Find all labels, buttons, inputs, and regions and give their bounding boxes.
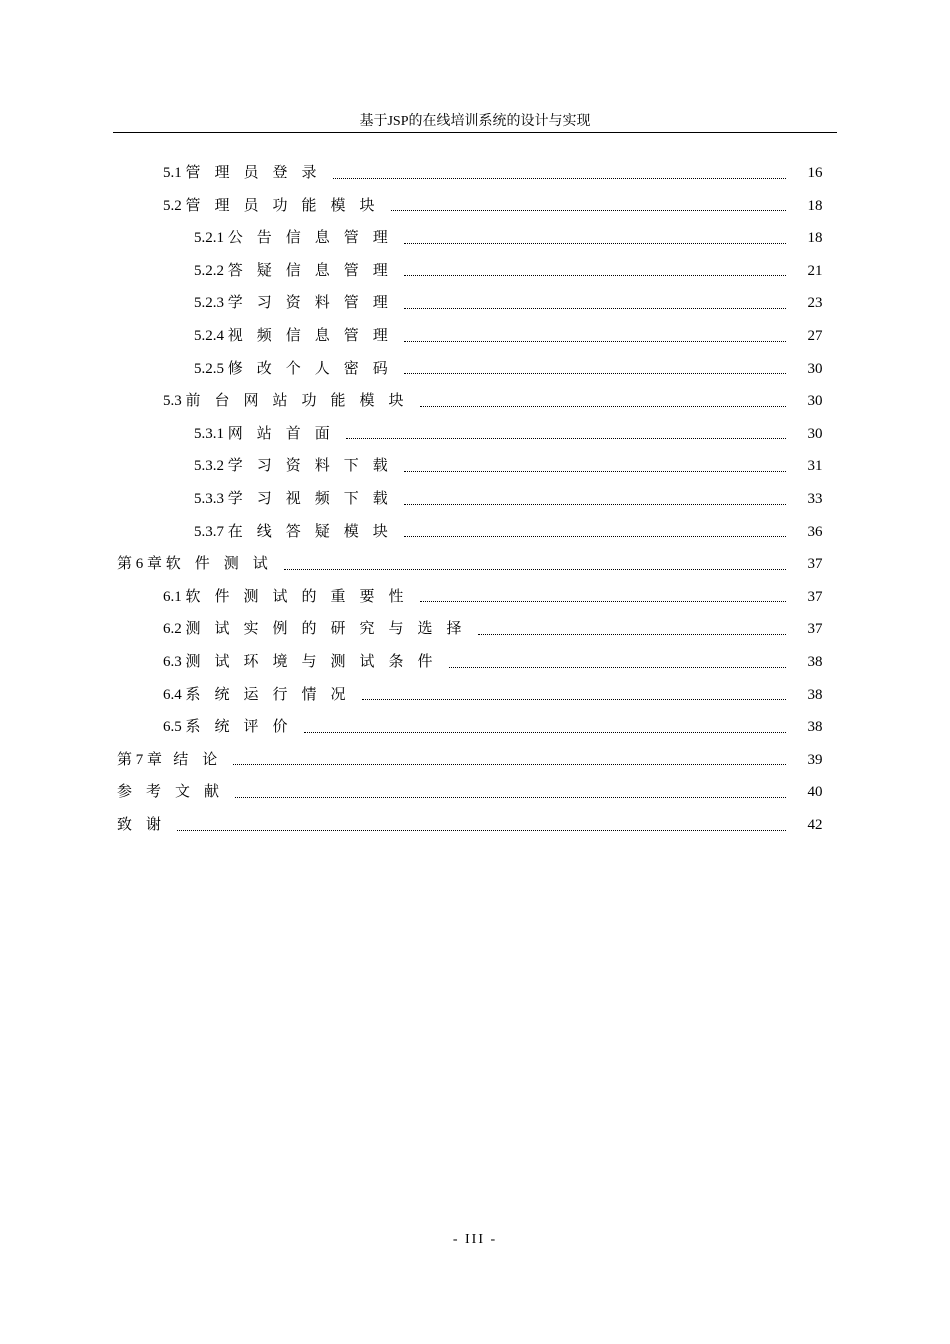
toc-entry[interactable] <box>194 287 838 319</box>
toc-entry-page: 38 <box>807 686 823 703</box>
toc-entry-page: 23 <box>807 295 823 312</box>
toc-entry-number: 6.4 <box>163 686 186 703</box>
toc-entry-number: 6.2 <box>163 621 186 638</box>
toc-entry-number: 5.2.1 <box>194 230 228 247</box>
toc-entry[interactable] <box>163 613 838 645</box>
toc-entry[interactable] <box>194 450 838 482</box>
toc-entry[interactable] <box>194 516 838 548</box>
toc-dot-leader <box>404 536 786 537</box>
toc-entry-title: 测试环境与测试条件 <box>185 654 447 670</box>
toc-dot-leader <box>304 732 786 733</box>
toc-entry-title: 学习资料下载 <box>227 458 402 475</box>
toc-entry-number: 5.3.1 <box>194 425 228 442</box>
toc-entry-page: 40 <box>807 784 823 801</box>
toc-entry-page: 38 <box>807 719 823 736</box>
toc-dot-leader <box>478 634 786 635</box>
toc-entry-title: 软件测试 <box>165 556 282 573</box>
toc-entry[interactable] <box>194 222 838 254</box>
toc-dot-leader <box>404 504 786 505</box>
toc-entry-number: 5.2.4 <box>194 328 228 344</box>
toc-entry-title: 系统评价 <box>185 719 302 736</box>
toc-entry[interactable] <box>163 385 838 417</box>
toc-dot-leader <box>233 764 786 765</box>
toc-entry-title: 致谢 <box>117 817 176 833</box>
toc-entry-title: 修改个人密码 <box>227 360 402 377</box>
toc-entry-title: 测试实例的研究与选择 <box>185 621 476 638</box>
toc-entry-number: 5.2 <box>163 197 186 214</box>
header-rule <box>113 132 837 133</box>
toc-dot-leader <box>404 275 786 276</box>
toc-entry[interactable] <box>117 776 838 808</box>
toc-entry-title: 参考文献 <box>117 784 234 801</box>
toc-entry-page: 16 <box>807 165 823 181</box>
toc-dot-leader <box>284 569 786 570</box>
toc-entry-title: 系统运行情况 <box>185 686 360 703</box>
toc-dot-leader <box>333 178 786 179</box>
toc-entry[interactable] <box>163 157 838 189</box>
toc-dot-leader <box>404 308 786 309</box>
toc-entry-number: 5.3.2 <box>194 458 228 475</box>
toc-entry-page: 21 <box>807 262 823 279</box>
toc-entry-page: 27 <box>807 328 823 344</box>
toc-dot-leader <box>449 667 786 668</box>
toc-entry-number: 5.2.2 <box>194 262 228 279</box>
toc-entry-page: 37 <box>807 588 823 605</box>
toc-entry[interactable] <box>163 190 838 222</box>
toc-entry[interactable] <box>194 483 838 515</box>
toc-entry-number: 第 6 章 <box>117 556 166 573</box>
toc-dot-leader <box>177 830 786 831</box>
toc-dot-leader <box>404 373 786 374</box>
toc-entry-title: 前台网站功能模块 <box>185 393 418 410</box>
toc-entry-number: 6.3 <box>163 654 186 670</box>
toc-entry-title: 软件测试的重要性 <box>185 588 418 605</box>
toc-entry-number: 5.1 <box>163 165 186 181</box>
toc-entry-number: 第 7 章 <box>117 751 174 768</box>
toc-entry-title: 学习资料管理 <box>227 295 402 312</box>
toc-entry-number: 5.3.7 <box>194 523 228 540</box>
toc-entry-title: 视频信息管理 <box>227 328 402 344</box>
toc-entry-page: 33 <box>807 491 823 507</box>
toc-entry-page: 39 <box>807 751 823 768</box>
toc-entry[interactable] <box>117 744 838 776</box>
toc-entry-page: 42 <box>807 817 823 833</box>
toc-entry[interactable] <box>163 581 838 613</box>
page-header-title: 基于JSP的在线培训系统的设计与实现 <box>359 114 591 129</box>
toc-dot-leader <box>404 341 786 342</box>
toc-entry-number: 5.3.3 <box>194 491 228 507</box>
toc-entry-title: 网站首面 <box>227 425 344 442</box>
toc-entry-page: 36 <box>807 523 823 540</box>
toc-entry-number: 6.5 <box>163 719 186 736</box>
toc-entry-page: 31 <box>807 458 823 475</box>
toc-entry-title: 学习视频下载 <box>227 491 402 507</box>
toc-entry[interactable] <box>117 809 838 841</box>
toc-entry-page: 18 <box>807 197 823 214</box>
toc-entry[interactable] <box>163 646 838 678</box>
toc-entry-number: 6.1 <box>163 588 186 605</box>
toc-dot-leader <box>391 210 786 211</box>
toc-dot-leader <box>404 471 786 472</box>
toc-entry[interactable] <box>117 548 838 580</box>
toc-dot-leader <box>420 601 786 602</box>
toc-entry[interactable] <box>194 418 838 450</box>
toc-entry-page: 37 <box>807 621 823 638</box>
toc-entry-title: 公告信息管理 <box>227 230 402 247</box>
toc-entry-title: 管理员登录 <box>185 165 331 181</box>
toc-entry-number: 5.2.3 <box>194 295 228 312</box>
page-number: - III - <box>452 1232 498 1247</box>
toc-entry[interactable] <box>194 320 838 352</box>
toc-dot-leader <box>404 243 786 244</box>
toc-entry[interactable] <box>194 255 838 287</box>
toc-entry[interactable] <box>194 353 838 385</box>
toc-entry[interactable] <box>163 711 838 743</box>
toc-entry[interactable] <box>163 679 838 711</box>
toc-dot-leader <box>235 797 786 798</box>
toc-entry-number: 5.2.5 <box>194 360 228 377</box>
toc-entry-title: 在线答疑模块 <box>227 523 402 540</box>
toc-entry-page: 30 <box>807 393 823 410</box>
toc-entry-page: 37 <box>807 556 823 573</box>
toc-entry-number: 5.3 <box>163 393 186 410</box>
toc-entry-title: 答疑信息管理 <box>227 262 402 279</box>
toc-entry-page: 30 <box>807 425 823 442</box>
toc-entry-title: 结论 <box>173 751 232 768</box>
toc-entry-page: 38 <box>807 654 823 670</box>
toc-dot-leader <box>362 699 786 700</box>
toc-dot-leader <box>420 406 786 407</box>
toc-entry-title: 管理员功能模块 <box>185 197 389 214</box>
toc-dot-leader <box>346 438 786 439</box>
toc-entry-page: 30 <box>807 360 823 377</box>
toc-entry-page: 18 <box>807 230 823 247</box>
